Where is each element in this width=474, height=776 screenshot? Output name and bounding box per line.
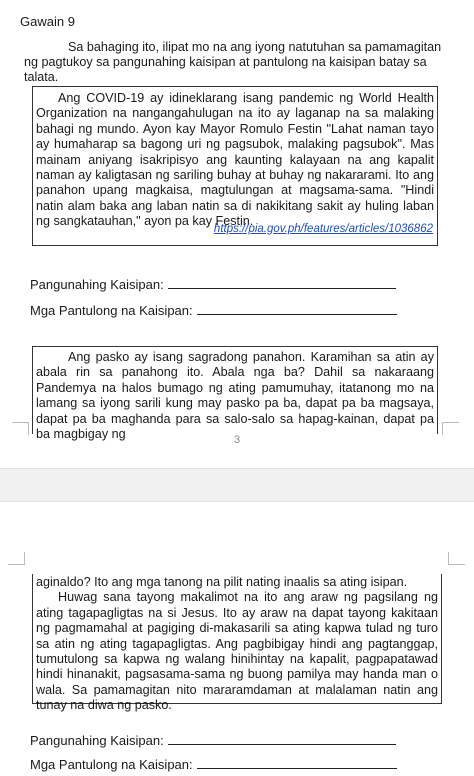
passage-2-text-part2-rest: Huwag sana tayong makalimot na ito ang araw ng pagsilang ng ating tagapagligtas na si Jesus. Ito ay araw na dapat tayong kakitaan ng pagmamahal at pagiging di-makasarili sa ating kapwa tulad ng turo sa atin ng ating tagapagligtas. Ang pagbibigay hindi ang pagtanggap, tumutulong sa kapwa ng walang hinihintay na kapalit, pagpapatawad hindi hinanakit, pagsasama-sama ng buong pamilya may handa man o wala. Sa pamamagitan nito mararamdaman at malalaman natin ang tunay na diwa ng pasko. — [36, 590, 438, 713]
main-idea-row-2 — [30, 732, 396, 748]
main-idea-label: Pangunahing Kaisipan: — [30, 733, 164, 748]
worksheet-title: Gawain 9 — [20, 14, 75, 29]
page-corner-mark — [448, 552, 465, 565]
passage-2-text-part1: Ang pasko ay isang sagradong panahon. Karamihan sa atin ay abala rin sa panahong ito. Abala nga ba? Dahil sa nakaraang Pandemya na halos bumago ng ating pamumuhay, itatanong mo na lamang sa iyong sarili kung may pasko pa ba, dapat pa ba magsaya, dapat pa ba maghanda para sa salo-salo sa hapag-kainan, dapat pa ba magbigay ng — [36, 350, 434, 442]
main-idea-blank[interactable] — [168, 276, 396, 289]
passage-box-2-continued — [32, 574, 442, 713]
passage-box-1 — [32, 86, 438, 246]
passage-2-text-part2-first: aginaldo? Ito ang mga tanong na pilit nating inaalis sa ating isipan. — [36, 575, 408, 589]
main-idea-blank[interactable] — [168, 732, 396, 745]
page-break — [0, 468, 474, 502]
support-idea-row-2 — [30, 756, 397, 772]
source-link[interactable]: https://pia.gov.ph/features/articles/1036862 — [213, 222, 433, 235]
support-idea-label: Mga Pantulong na Kaisipan: — [30, 757, 193, 772]
main-idea-row-1 — [30, 276, 396, 292]
support-idea-row-1 — [30, 302, 397, 318]
passage-box-2 — [32, 346, 438, 442]
support-idea-blank[interactable] — [197, 756, 397, 769]
support-idea-blank[interactable] — [197, 302, 397, 315]
instruction-text: Sa bahaging ito, ilipat mo na ang iyong natutuhan sa pamamagitan ng pagtukoy sa pangunahing kaisipan at pantulong na kaisipan batay sa talata. — [24, 40, 442, 84]
main-idea-label: Pangunahing Kaisipan: — [30, 277, 164, 292]
support-idea-label: Mga Pantulong na Kaisipan: — [30, 303, 193, 318]
page-number: 3 — [233, 434, 241, 446]
passage-1-text: Ang COVID-19 ay idineklarang isang pandemic ng World Health Organization na nangangahulugan na ito ay laganap na sa malaking bahagi ng mundo. Ayon kay Mayor Romulo Festin "Lahat naman tayo ay humaharap sa bagong uri ng pagsubok, malaking pagsubok". Mas mainam aniyang isakripisyo ang kaunting kalayaan na ang kapalit naman ay kaligtasan ng sariling buhay at buhay ng nakararami. Ito ang panahon upang magkaisa, magtulungan at magsama-sama. "Hindi natin alam baka ang laban natin sa di nakikitang sakit ay huling laban ng sangkatauhan," ayon pa kay Festin. — [36, 91, 434, 229]
page-corner-mark — [8, 552, 25, 565]
